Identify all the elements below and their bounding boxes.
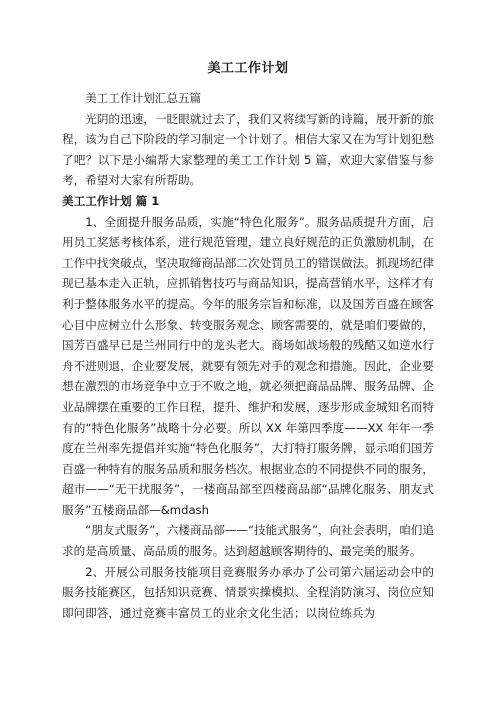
section-heading: 美工工作计划 篇 1 xyxy=(62,193,160,208)
body-paragraph-1: 1、全面提升服务品质，实施“特色化服务”。服务品质提升方面，启用员工奖惩考核体系，进行规范管理，建立良好规范的正负激励机制，在工作中找突破点，坚决取缔商品部二次处罚员工的错误做法。抓现场纪律现已基本走入正轨，应抓销售技巧与商品知识，提高营销水平，这样才有利于整体服务水平的提高。今年的服务宗旨和标准，以及国芳百盛在顾客心目中应树立什么形象、转变服务观念、顾客需要的，就是咱们要做的，国芳百盛早已是兰州同行中的龙头老大。商场如战场般的残酷又如逆水行舟不进则退，企业要发展，就要有领先对手的观念和措施。因此，企业要想在激烈的市场竞争中立于不败之地，就必须把商品品牌、服务品牌、企业品牌摆在重要的工作日程，提升、维护和发展，逐步形成金城知名而特有的“特色化服务”战略十分必要。所以 XX 年第四季度——XX 年年一季度在兰州率先提倡并实施“特色化服务”，大打特打服务牌，显示咱们国芳百盛一种特有的服务品质和服务档次。根据业态的不同提供不同的服务，超市——“无干扰服务”，一楼商品部至四楼商品部“品牌化服务、朋友式服务”五楼商品部—&mdash xyxy=(62,214,434,517)
intro-paragraph: 光阴的迅速，一眨眼就过去了，我们又将续写新的诗篇，展开新的旅程，该为自己下阶段的学习制定一个计划了。相信大家又在为写计划犯愁了吧？以下是小编帮大家整理的美工工作计划 5 篇，欢迎大家借鉴与参考，希望对大家有所帮助。 xyxy=(62,111,434,188)
document-page xyxy=(62,60,434,623)
document-subtitle: 美工工作计划汇总五篇 xyxy=(85,91,202,105)
body-paragraph-2: “朋友式服务”，六楼商品部——“技能式服务”，向社会表明，咱们追求的是高质量、高品质的服务。达到超越顾客期待的、最完美的服务。 xyxy=(62,523,434,559)
document-title: 美工工作计划 xyxy=(207,61,289,76)
body-paragraph-3: 2、开展公司服务技能项目竞赛服务办承办了公司第六届运动会中的服务技能赛区，包括知识竞赛、情景实操模拟、全程消防演习、岗位应知即问即答，通过竞赛丰富员工的业余文化生活；以岗位练兵为 xyxy=(62,564,434,620)
